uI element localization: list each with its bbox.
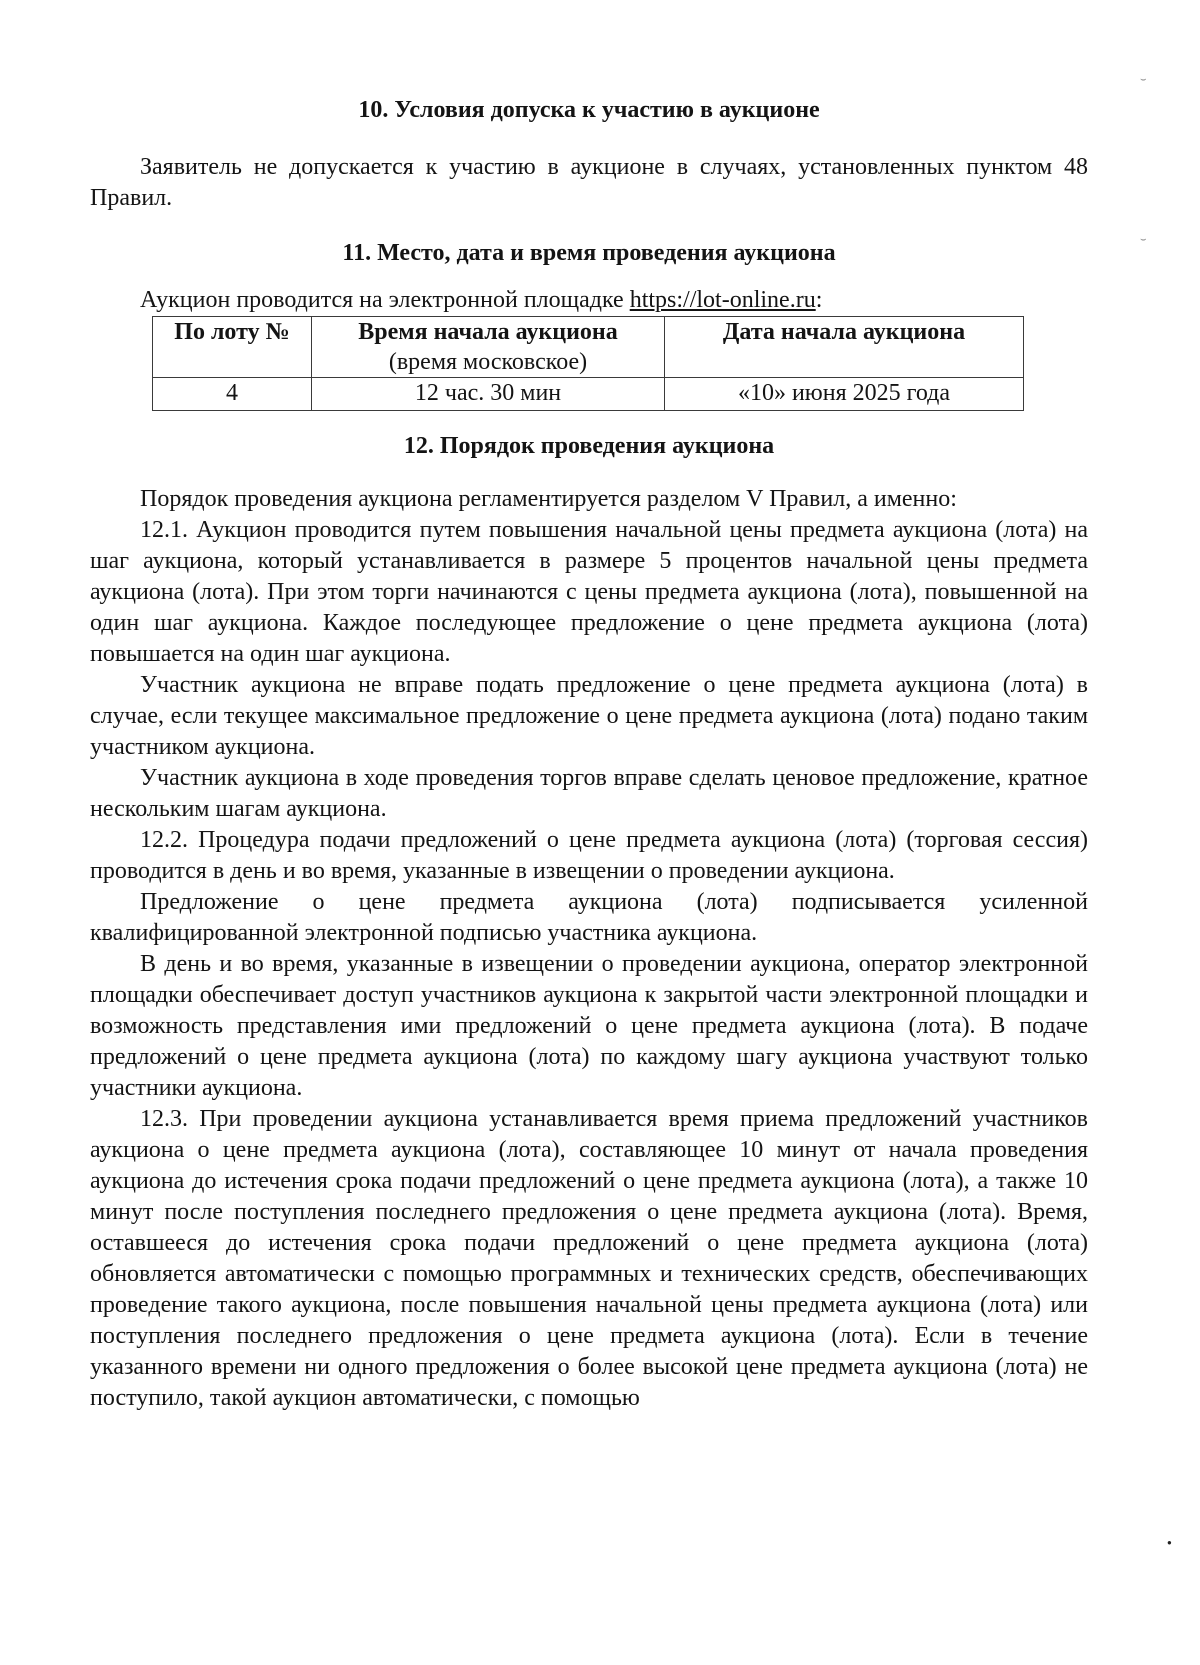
header-date-label: Дата начала аукциона (722, 319, 966, 345)
section-12-paragraph: 12.2. Процедура подачи предложений о цене предмета аукциона (лота) (торговая сессия) проводится в день и во время, указанные в извещении о проведении аукциона. (90, 827, 1088, 884)
header-time-label: Время начала аукциона (358, 319, 618, 345)
section-12-paragraph: 12.1. Аукцион проводится путем повышения начальной цены предмета аукциона (лота) на шаг аукциона, который устанавливается в размере 5 процентов начальной цены предмета аукциона (лота). При этом торги начинаются с цены предмета аукциона (лота), повышенной на один шаг аукциона. Каждое последующее предложение о цене предмета аукциона (лота) повышается на один шаг аукциона. (90, 517, 1088, 667)
section-11-title: 11. Место, дата и время проведения аукциона (342, 240, 836, 266)
table-header-row (153, 317, 1024, 378)
header-time (312, 317, 665, 378)
cell-lot: 4 (153, 378, 312, 411)
intro-prefix: Аукцион проводится на электронной площадке (140, 287, 630, 313)
cell-time: 12 час. 30 мин (312, 378, 665, 411)
document-body (90, 95, 1088, 1414)
header-lot (153, 317, 312, 378)
section-12-title: 12. Порядок проведения аукциона (403, 433, 775, 459)
cell-date: «10» июня 2025 года (665, 378, 1024, 411)
header-lot-label: По лоту № (174, 319, 290, 345)
auction-schedule-table (152, 316, 1024, 411)
section-12-paragraph: Порядок проведения аукциона регламентируется разделом V Правил, а именно: (140, 486, 957, 512)
intro-suffix: : (815, 287, 823, 313)
platform-link[interactable]: https://lot-online.ru (629, 287, 816, 313)
scan-dot: ● (1167, 1538, 1172, 1547)
section-12-paragraph: 12.3. При проведении аукциона устанавливается время приема предложений участников аукциона о цене предмета аукциона (лота), составляющее 10 минут от начала проведения аукциона до истечения срока подачи предложений о цене предмета аукциона (лота), а также 10 минут после поступления последнего предложения о цене предмета аукциона (лота). Время, оставшееся до истечения срока подачи предложений о цене предмета аукциона (лота) обновляется автоматически с помощью программных и технических средств, обеспечивающих проведение такого аукциона, после повышения начальной цены предмета аукциона (лота) или поступления последнего предложения о цене предмета аукциона (лота). Если в течение указанного времени ни одного предложения о более высокой цене предмета аукциона (лота) не поступило, такой аукцион автоматически, с помощью (90, 1106, 1088, 1411)
table-row (153, 378, 1024, 411)
scan-speck: ⌣ (1140, 74, 1147, 85)
header-date (665, 317, 1024, 378)
section-12-paragraph: Участник аукциона в ходе проведения торгов вправе сделать ценовое предложение, кратное нескольким шагам аукциона. (90, 765, 1088, 822)
section-10-text: Заявитель не допускается к участию в аукционе в случаях, установленных пунктом 48 Правил. (90, 154, 1088, 211)
header-time-note: (время московское) (388, 349, 588, 375)
section-11-intro (90, 285, 1088, 316)
section-12-paragraph: В день и во время, указанные в извещении о проведении аукциона, оператор электронной площадки обеспечивает доступ участников аукциона к закрытой части электронной площадки и возможность представления ими предложений о цене предмета аукциона (лота). В подаче предложений о цене предмета аукциона (лота) по каждому шагу аукциона участвуют только участники аукциона. (90, 951, 1088, 1101)
section-12-paragraph: Участник аукциона не вправе подать предложение о цене предмета аукциона (лота) в случае, если текущее максимальное предложение о цене предмета аукциона (лота) подано таким участником аукциона. (90, 672, 1088, 760)
scan-speck: ⌣ (1140, 234, 1147, 245)
section-12-paragraph: Предложение о цене предмета аукциона (лота) подписывается усиленной квалифицированной электронной подписью участника аукциона. (90, 889, 1088, 946)
section-10-title: 10. Условия допуска к участию в аукционе (358, 97, 820, 123)
